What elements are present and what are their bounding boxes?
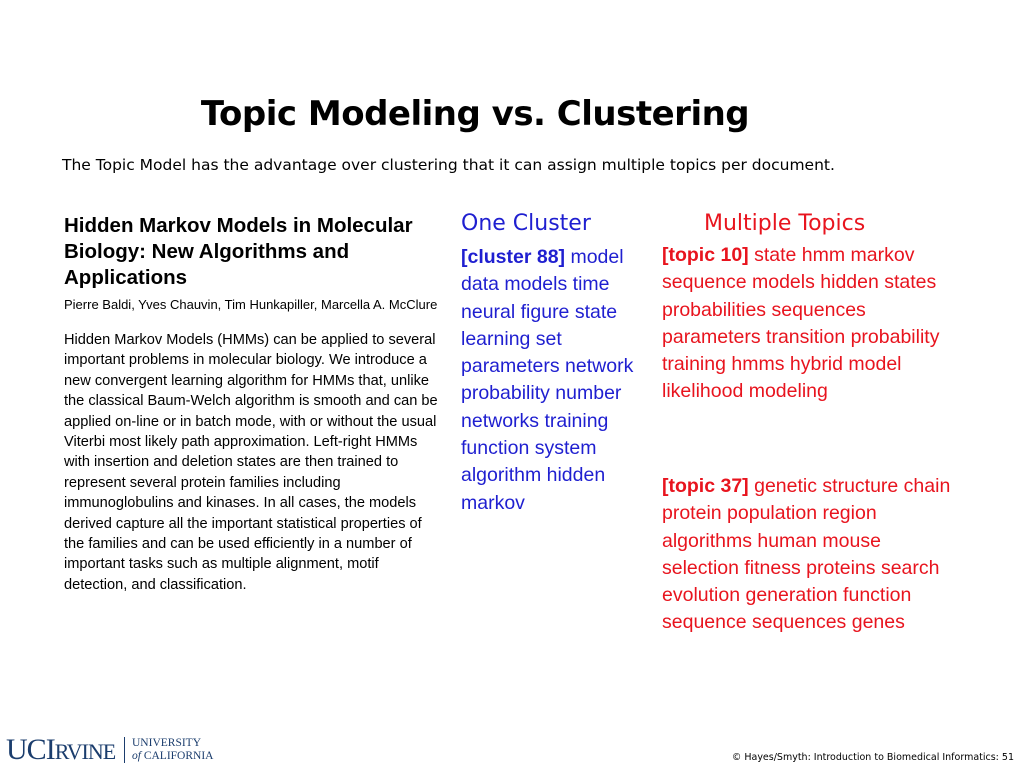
cluster-words: model data models time neural figure state learning set parameters network probability number networks training function system algorithm hidden markov bbox=[461, 246, 634, 514]
cluster-heading: One Cluster bbox=[461, 211, 591, 236]
document-authors: Pierre Baldi, Yves Chauvin, Tim Hunkapiller, Marcella A. McClure bbox=[64, 297, 438, 312]
topic-block bbox=[662, 242, 962, 406]
topics-heading: Multiple Topics bbox=[704, 211, 866, 236]
logo-university: UNIVERSITY bbox=[132, 737, 201, 749]
slide-subtitle: The Topic Model has the advantage over clustering that it can assign multiple topics per document. bbox=[62, 156, 835, 174]
topic-words: state hmm markov sequence models hidden states probabilities sequences parameters transition probability training hmms hybrid model likelihood modeling bbox=[662, 244, 940, 403]
logo-california: CALIFORNIA bbox=[143, 750, 214, 762]
topic-block bbox=[662, 473, 962, 637]
logo-of: of bbox=[132, 750, 141, 762]
document-abstract: Hidden Markov Models (HMMs) can be applied to several important problems in molecular biology. We introduce a new convergent learning algorithm for HMMs that, unlike the classical Baum-Welch algorithm is smooth and can be applied on-line or in batch mode, with or without the usual Viterbi most likely path approximation. Left-right HMMs with insertion and deletion states are then trained to represent several protein families including immunoglobulins and kinases. In all cases, the models derived capture all the important statistical properties of the families and can be used efficiently in a number of important tasks such as multiple alignment, motif detection, and classification. bbox=[64, 332, 438, 593]
cluster-words-block bbox=[461, 244, 651, 517]
document-title: Hidden Markov Models in Molecular Biology: New Algorithms and Applications bbox=[64, 214, 413, 289]
cluster-tag: [cluster 88] bbox=[461, 246, 566, 268]
logo-irvine-rest: RVINE bbox=[54, 739, 116, 764]
logo-divider bbox=[124, 737, 125, 763]
slide-title: Topic Modeling vs. Clustering bbox=[200, 94, 750, 134]
logo-university-text bbox=[132, 737, 213, 763]
uci-wordmark bbox=[6, 735, 115, 767]
logo-irvine-i: I bbox=[45, 733, 55, 766]
topic-tag: [topic 10] bbox=[662, 244, 749, 266]
logo-uc: UC bbox=[6, 733, 46, 766]
document-column bbox=[64, 213, 442, 595]
topic-words: genetic structure chain protein population region algorithms human mouse selection fitness proteins search evolution generation function sequence sequences genes bbox=[662, 475, 951, 634]
topic-tag: [topic 37] bbox=[662, 475, 749, 497]
footer-copyright: © Hayes/Smyth: Introduction to Biomedical Informatics: 51 bbox=[731, 752, 1014, 763]
